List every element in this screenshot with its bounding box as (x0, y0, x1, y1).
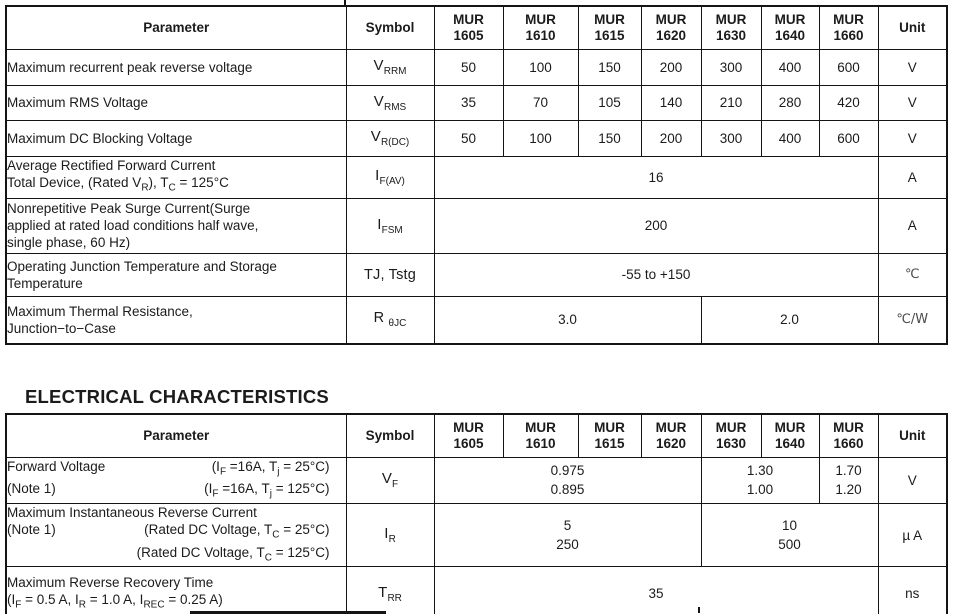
header-model: MUR 1615 (578, 6, 641, 49)
value-cell: 0.975 0.895 (434, 457, 701, 503)
value-cell: 280 (761, 85, 819, 120)
symbol-cell: TJ, Tstg (346, 253, 434, 296)
electrical-characteristics-title: ELECTRICAL CHARACTERISTICS (25, 386, 329, 407)
value-cell: 1.70 1.20 (819, 457, 878, 503)
param-line: Nonrepetitive Peak Surge Current(Surge (7, 201, 251, 216)
header-model: MUR 1660 (819, 414, 878, 457)
unit-cell: ℃/W (878, 296, 947, 344)
table-row-ifsm (6, 198, 947, 253)
param-line: Temperature (7, 275, 83, 291)
header-model: MUR 1620 (641, 6, 701, 49)
unit-cell: A (878, 156, 947, 198)
param-line: (Note 1) (Rated DC Voltage, $T_C = 25^\circ C$) (7, 521, 330, 541)
header-row (6, 6, 947, 49)
value-cell: 140 (641, 85, 701, 120)
param-line: Total Device, (Rated $V_R$), $T_C = 125^\circ C$ (7, 175, 229, 194)
cutoff-content-line-bottom (190, 611, 386, 614)
param-cell (6, 457, 346, 503)
table-row-trr (6, 567, 947, 614)
header-model: MUR 1640 (761, 6, 819, 49)
table-row-vf (6, 457, 947, 503)
symbol-cell: $I_{F(AV)}$ (346, 156, 434, 198)
param-cell (6, 198, 346, 253)
value-cell: 400 (761, 49, 819, 85)
param-line: Maximum Thermal Resistance, (7, 303, 193, 319)
param-line: (Rated DC Voltage, $T_C = 125^\circ C$) (136, 544, 330, 564)
param-line: Junction−to−Case (7, 320, 116, 336)
value-cell: 16 (434, 156, 878, 198)
header-symbol: Symbol (346, 6, 434, 49)
param-line: applied at rated load conditions half wave, (7, 218, 259, 233)
param-cell (6, 296, 346, 344)
param-cell (6, 49, 346, 85)
header-model: MUR 1610 (503, 414, 578, 457)
header-parameter: Parameter (6, 6, 346, 49)
unit-cell: A (878, 198, 947, 253)
symbol-cell: $V_{RMS}$ (346, 85, 434, 120)
value-cell: 150 (578, 49, 641, 85)
param-cell (6, 567, 346, 614)
param-line: Maximum Instantaneous Reverse Current (7, 504, 257, 520)
value-cell: 50 (434, 120, 503, 156)
symbol-cell: $T_{RR}$ (346, 567, 434, 614)
header-model: MUR 1620 (641, 414, 701, 457)
header-model: MUR 1630 (701, 414, 761, 457)
param-line: Maximum DC Blocking Voltage (7, 130, 193, 146)
param-cell (6, 253, 346, 296)
param-line: (Note 1) ($I_F =16A$, $T_j = 125^\circ C$) (7, 481, 330, 500)
header-unit: Unit (878, 414, 947, 457)
symbol-cell: $I_{FSM}$ (346, 198, 434, 253)
value-cell: 5 250 (434, 503, 701, 566)
value-cell: 200 (434, 198, 878, 253)
header-unit: Unit (878, 6, 947, 49)
unit-cell: V (878, 457, 947, 503)
unit-cell: V (878, 85, 947, 120)
electrical-characteristics-table (5, 413, 948, 614)
table-row-ifav (6, 156, 947, 198)
value-cell: 70 (503, 85, 578, 120)
value-cell: 400 (761, 120, 819, 156)
value-cell: 200 (641, 49, 701, 85)
value-cell: 150 (578, 120, 641, 156)
symbol-cell: $V_{RRM}$ (346, 49, 434, 85)
symbol-cell: $I_R$ (346, 503, 434, 566)
unit-cell: V (878, 120, 947, 156)
header-row (6, 414, 947, 457)
header-model: MUR 1630 (701, 6, 761, 49)
symbol-cell: R $_{\theta JC}$ (346, 296, 434, 344)
unit-cell: ns (878, 567, 947, 614)
table-row-rthjc (6, 296, 947, 344)
param-line: Maximum RMS Voltage (7, 95, 149, 110)
param-line: Forward Voltage ($I_F =16A$, $T_j = 25^\circ C$) (7, 458, 330, 478)
table-row-ir (6, 503, 947, 566)
value-cell: 600 (819, 120, 878, 156)
param-cell (6, 85, 346, 120)
header-model: MUR 1660 (819, 6, 878, 49)
value-cell: 1.30 1.00 (701, 457, 819, 503)
value-cell: 3.0 (434, 296, 701, 344)
table-row-vrrm (6, 49, 947, 85)
value-cell: 200 (641, 120, 701, 156)
symbol-cell: $V_{R(DC)}$ (346, 120, 434, 156)
cutoff-border-stub-top (344, 0, 346, 6)
param-line: Maximum Reverse Recovery Time (7, 574, 214, 590)
param-line: single phase, 60 Hz) (7, 235, 131, 250)
header-model: MUR 1605 (434, 414, 503, 457)
value-cell: 100 (503, 49, 578, 85)
header-symbol: Symbol (346, 414, 434, 457)
param-line: ($I_F = 0.5$ A, $I_R = 1.0$ A, $I_{REC} = 0.25$ A) (7, 591, 223, 611)
value-cell: 600 (819, 49, 878, 85)
header-model: MUR 1610 (503, 6, 578, 49)
value-cell: 105 (578, 85, 641, 120)
value-cell: 35 (434, 567, 878, 614)
param-cell (6, 503, 346, 566)
param-line: Maximum recurrent peak reverse voltage (7, 59, 253, 75)
header-model: MUR 1605 (434, 6, 503, 49)
param-cell (6, 156, 346, 198)
value-cell: 210 (701, 85, 761, 120)
value-cell: -55 to +150 (434, 253, 878, 296)
table-row-vrms (6, 85, 947, 120)
param-line: Average Rectified Forward Current (7, 158, 216, 174)
param-cell (6, 120, 346, 156)
value-cell: 300 (701, 49, 761, 85)
header-model: MUR 1640 (761, 414, 819, 457)
table-row-vrdc (6, 120, 947, 156)
header-model: MUR 1615 (578, 414, 641, 457)
value-cell: 35 (434, 85, 503, 120)
value-cell: 10 500 (701, 503, 878, 566)
unit-cell: µ A (878, 503, 947, 566)
value-cell: 100 (503, 120, 578, 156)
param-line: Operating Junction Temperature and Storage (7, 258, 277, 274)
symbol-cell: $V_F$ (346, 457, 434, 503)
cutoff-border-stub-bottom (698, 607, 700, 613)
value-cell: 420 (819, 85, 878, 120)
unit-cell: ℃ (878, 253, 947, 296)
value-cell: 50 (434, 49, 503, 85)
value-cell: 300 (701, 120, 761, 156)
maximum-ratings-table (5, 5, 948, 345)
value-cell: 2.0 (701, 296, 878, 344)
header-parameter: Parameter (6, 414, 346, 457)
table-row-tj-tstg (6, 253, 947, 296)
unit-cell: V (878, 49, 947, 85)
